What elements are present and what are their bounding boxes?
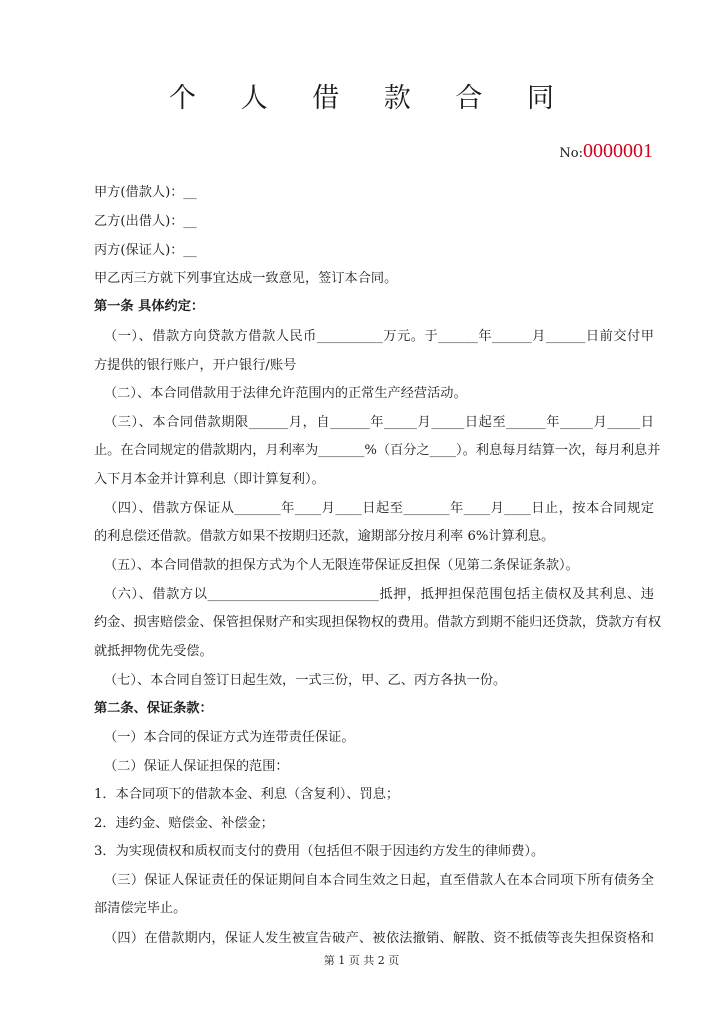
article-2-heading: 第二条、保证条款：	[94, 701, 213, 716]
article-1-clause-7: （七）、本合同自签订日起生效，一式三份，甲、乙、丙方各执一份。	[104, 673, 507, 688]
article-1-clause-6-cont: 约金、损害赔偿金、保管担保财产和实现担保物权的费用。借款方到期不能归还贷款，贷款方有权	[94, 615, 662, 630]
article-2-clause-4: （四）在借款期内，保证人发生被宣告破产、被依法撤销、解散、资不抵债等丧失担保资格和	[104, 931, 654, 946]
article-2-clause-3: （三）保证人保证责任的保证期间自本合同生效之日起，直至借款人在本合同项下所有债务全	[104, 873, 654, 888]
article-1-clause-4-cont: 的利息偿还借款。借款方如果不按期归还款，逾期部分按月利率 6%计算利息。	[94, 529, 555, 544]
article-1-clause-2: （二）、本合同借款用于法律允许范围内的正常生产经营活动。	[104, 386, 467, 401]
article-1-clause-3-cont: 止。在合同规定的借款期内，月利率为_______%（百分之____）。利息每月结算一次，每月利息并	[94, 443, 661, 458]
party-a-line: 甲方(借款人)：__	[94, 185, 197, 200]
article-1-heading: 第一条 具体约定：	[94, 299, 205, 314]
article-1-clause-5: （五）、本合同借款的担保方式为个人无限连带保证反担保（见第二条保证条款）。	[104, 558, 579, 573]
page-footer: 第 1 页 共 2 页	[323, 954, 400, 967]
article-2-clause-3-cont: 部清偿完毕止。	[94, 901, 187, 916]
article-2-clause-2: （二）保证人保证担保的范围：	[104, 759, 289, 774]
article-1-clause-6: （六）、借款方以__________________________抵押，抵押担保范围包括主债权及其利息、违	[104, 587, 654, 602]
document-number-label: No:	[559, 146, 583, 161]
document-number	[559, 140, 653, 163]
article-1-clause-3-end: 入下月本金并计算利息（即计算复利）。	[94, 472, 325, 487]
article-1-clause-4: （四）、借款方保证从_______年____月____日起至_______年____月____日止，按本合同规定	[104, 501, 654, 516]
document-number-value: 0000001	[583, 140, 653, 162]
article-1-clause-6-end: 就抵押物优先受偿。	[94, 644, 213, 659]
article-2-item-3: 3．为实现债权和质权而支付的费用（包括但不限于因违约方发生的律师费）。	[94, 844, 545, 859]
article-2-item-1: 1．本合同项下的借款本金、利息（含复利）、罚息；	[94, 787, 400, 802]
article-1-clause-3: （三）、本合同借款期限______月，自______年_____月_____日起至______年_____月_____日	[104, 415, 654, 430]
article-2-item-2: 2．违约金、赔偿金、补偿金；	[94, 816, 274, 831]
article-2-clause-1: （一）本合同的保证方式为连带责任保证。	[104, 730, 355, 745]
article-1-clause-1: （一）、借款方向贷款方借款人民币__________万元。于______年______月______日前交付甲	[104, 329, 654, 344]
agreement-intro: 甲乙丙三方就下列事宜达成一致意见，签订本合同。	[94, 271, 398, 286]
party-c-line: 丙方(保证人)：__	[94, 243, 197, 258]
article-1-clause-1-cont: 方提供的银行账户，开户银行/账号	[94, 358, 297, 373]
document-title: 个 人 借 款 合 同	[169, 83, 572, 114]
party-b-line: 乙方(出借人)：__	[94, 214, 197, 229]
